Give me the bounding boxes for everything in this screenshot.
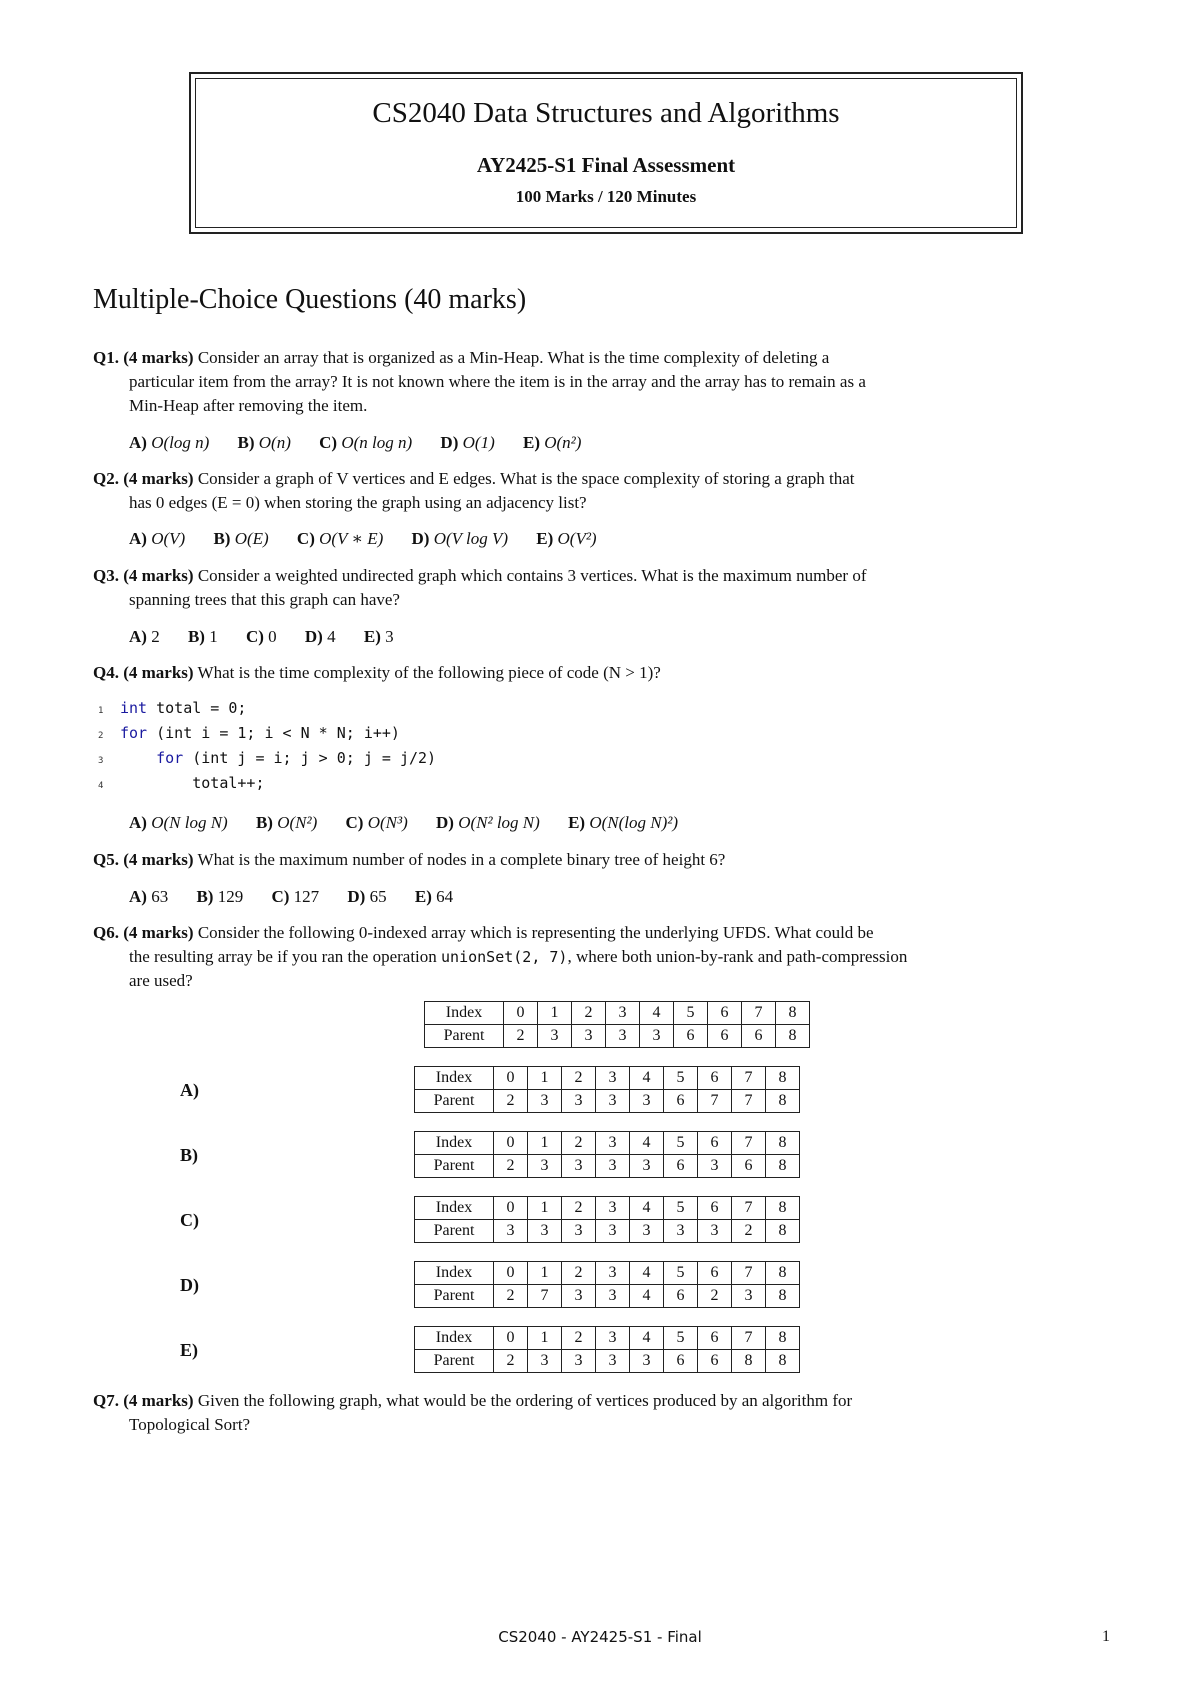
question-marks: (4 marks) bbox=[123, 850, 194, 869]
option-c[interactable] bbox=[319, 431, 412, 455]
option-a[interactable] bbox=[129, 431, 209, 455]
code-line: 3 for (int j = i; j > 0; j = j/2) bbox=[98, 749, 437, 767]
option-label: D) bbox=[304, 627, 323, 646]
option-value: 0 bbox=[268, 627, 277, 646]
question-text: Given the following graph, what would be the ordering of vertices produced by an algorithm for bbox=[197, 1391, 853, 1410]
question-text: are used? bbox=[129, 971, 193, 990]
question-text: What is the time complexity of the following piece of code (N > 1)? bbox=[197, 663, 661, 682]
option-value: O(V²) bbox=[557, 529, 597, 548]
option-value: O(N(log N)²) bbox=[589, 813, 678, 832]
option-value: 3 bbox=[385, 627, 394, 646]
option-b-table[interactable] bbox=[414, 1131, 800, 1178]
question-text: has 0 edges (E = 0) when storing the graph using an adjacency list? bbox=[129, 493, 587, 512]
option-a-label[interactable]: A) bbox=[180, 1080, 199, 1100]
code-line: 4 total++; bbox=[98, 774, 265, 792]
option-label: C) bbox=[271, 887, 290, 906]
option-label: D) bbox=[436, 813, 454, 832]
option-c[interactable] bbox=[271, 885, 319, 909]
option-value: O(log n) bbox=[151, 433, 210, 452]
option-label: B) bbox=[213, 529, 231, 548]
option-a[interactable] bbox=[129, 625, 160, 649]
option-label: D) bbox=[347, 887, 366, 906]
option-d-table[interactable] bbox=[414, 1261, 800, 1308]
option-label: D) bbox=[411, 529, 430, 548]
ufds-given-table bbox=[424, 1001, 810, 1048]
index-row: Index 0 1 2 3 4 5 6 7 8 bbox=[415, 1132, 800, 1155]
option-b[interactable] bbox=[196, 885, 243, 909]
option-label: B) bbox=[255, 813, 273, 832]
parent-row: Parent 2 7 3 3 4 6 2 3 8 bbox=[415, 1285, 800, 1308]
question-text: Consider an array that is organized as a Min-Heap. What is the time complexity of deleting a bbox=[197, 348, 830, 367]
option-label: E) bbox=[363, 627, 381, 646]
option-c[interactable] bbox=[346, 811, 408, 835]
option-label: E) bbox=[568, 813, 586, 832]
option-value: O(N log N) bbox=[151, 813, 228, 832]
question-marks: (4 marks) bbox=[123, 348, 194, 367]
row-header: Parent bbox=[425, 1025, 504, 1048]
parent-row: Parent 2 3 3 3 3 6 3 6 8 bbox=[415, 1155, 800, 1178]
option-label: C) bbox=[245, 627, 264, 646]
question-7 bbox=[93, 1389, 1116, 1437]
option-e[interactable] bbox=[568, 811, 678, 835]
option-e-label[interactable]: E) bbox=[180, 1340, 198, 1360]
option-d[interactable] bbox=[347, 885, 386, 909]
question-number: Q6. bbox=[93, 923, 119, 942]
option-a-table[interactable] bbox=[414, 1066, 800, 1113]
option-label: C) bbox=[319, 433, 338, 452]
option-value: O(N²) bbox=[277, 813, 318, 832]
option-value: 63 bbox=[151, 887, 169, 906]
option-c[interactable] bbox=[297, 527, 383, 551]
option-value: O(N³) bbox=[367, 813, 408, 832]
option-a[interactable] bbox=[129, 885, 168, 909]
question-text: Consider a graph of V vertices and E edges. What is the space complexity of storing a graph that bbox=[197, 469, 855, 488]
options-q1 bbox=[129, 431, 605, 455]
option-label: D) bbox=[440, 433, 459, 452]
option-b[interactable] bbox=[256, 811, 317, 835]
option-label: B) bbox=[196, 887, 214, 906]
options-q4 bbox=[129, 811, 702, 835]
marks-line: 100 Marks / 120 Minutes bbox=[515, 187, 697, 206]
option-label: E) bbox=[536, 529, 554, 548]
option-a[interactable] bbox=[129, 527, 185, 551]
option-value: O(V) bbox=[151, 529, 186, 548]
option-label: E) bbox=[414, 887, 432, 906]
index-row: Index 0 1 2 3 4 5 6 7 8 bbox=[415, 1067, 800, 1090]
question-marks: (4 marks) bbox=[123, 923, 194, 942]
option-label: C) bbox=[345, 813, 364, 832]
option-d-label[interactable]: D) bbox=[180, 1275, 199, 1295]
question-number: Q1. bbox=[93, 348, 119, 367]
option-label: A) bbox=[129, 627, 147, 646]
page-footer: CS2040 - AY2425-S1 - Final bbox=[498, 1628, 702, 1646]
question-text: Topological Sort? bbox=[129, 1415, 251, 1434]
question-5 bbox=[93, 848, 1116, 872]
option-e-table[interactable] bbox=[414, 1326, 800, 1373]
option-value: O(n²) bbox=[544, 433, 582, 452]
row-header: Index bbox=[425, 1002, 504, 1025]
question-6 bbox=[93, 921, 1116, 993]
parent-row: Parent 2 3 3 3 3 6 7 7 8 bbox=[415, 1090, 800, 1113]
option-c-label[interactable]: C) bbox=[180, 1210, 199, 1230]
option-c[interactable] bbox=[246, 625, 277, 649]
option-label: B) bbox=[187, 627, 205, 646]
option-value: O(V ∗ E) bbox=[319, 529, 384, 548]
option-e[interactable] bbox=[523, 431, 581, 455]
code-line: 2 for (int i = 1; i < N * N; i++) bbox=[98, 724, 400, 742]
option-label: E) bbox=[522, 433, 540, 452]
option-a[interactable] bbox=[129, 811, 228, 835]
option-label: A) bbox=[129, 433, 147, 452]
option-value: 129 bbox=[217, 887, 244, 906]
title-box-inner bbox=[195, 78, 1017, 228]
option-label: C) bbox=[296, 529, 315, 548]
question-number: Q4. bbox=[93, 663, 119, 682]
question-number: Q2. bbox=[93, 469, 119, 488]
question-text: Consider a weighted undirected graph which contains 3 vertices. What is the maximum number of bbox=[197, 566, 867, 585]
option-e[interactable] bbox=[536, 527, 596, 551]
option-value: 2 bbox=[151, 627, 160, 646]
question-number: Q7. bbox=[93, 1391, 119, 1410]
course-title: CS2040 Data Structures and Algorithms bbox=[372, 97, 840, 129]
question-3 bbox=[93, 564, 1116, 612]
code-line: 1 int total = 0; bbox=[98, 699, 247, 717]
index-row: Index 0 1 2 3 4 5 6 7 8 bbox=[415, 1327, 800, 1350]
question-text: particular item from the array? It is not known where the item is in the array and the array has to remain as a bbox=[129, 372, 866, 391]
parent-row: Parent 2 3 3 3 3 6 6 8 8 bbox=[415, 1350, 800, 1373]
option-value: O(N² log N) bbox=[458, 813, 540, 832]
option-d[interactable] bbox=[305, 625, 336, 649]
option-value: 4 bbox=[327, 627, 336, 646]
page-number: 1 bbox=[1102, 1628, 1110, 1645]
index-row: Index 0 1 2 3 4 5 6 7 8 bbox=[425, 1002, 810, 1025]
option-label: B) bbox=[237, 433, 255, 452]
question-number: Q3. bbox=[93, 566, 119, 585]
option-value: O(n log n) bbox=[341, 433, 413, 452]
section-heading: Multiple-Choice Questions (40 marks) bbox=[93, 284, 527, 315]
title-box bbox=[189, 72, 1023, 234]
index-row: Index 0 1 2 3 4 5 6 7 8 bbox=[415, 1262, 800, 1285]
option-label: A) bbox=[129, 887, 147, 906]
options-q5 bbox=[129, 885, 477, 909]
question-marks: (4 marks) bbox=[123, 1391, 194, 1410]
option-value: 1 bbox=[209, 627, 218, 646]
question-2 bbox=[93, 467, 1116, 515]
options-q3 bbox=[129, 625, 418, 649]
inline-code: unionSet(2, 7) bbox=[441, 948, 568, 966]
index-row: Index 0 1 2 3 4 5 6 7 8 bbox=[415, 1197, 800, 1220]
option-value: O(V log V) bbox=[433, 529, 508, 548]
option-value: O(1) bbox=[462, 433, 495, 452]
option-c-table[interactable] bbox=[414, 1196, 800, 1243]
option-b-label[interactable]: B) bbox=[180, 1145, 198, 1165]
options-q2 bbox=[129, 527, 621, 551]
parent-row: Parent 3 3 3 3 3 3 3 2 8 bbox=[415, 1220, 800, 1243]
option-e[interactable] bbox=[415, 885, 453, 909]
option-value: 127 bbox=[293, 887, 320, 906]
option-value: O(E) bbox=[234, 529, 269, 548]
question-text: Consider the following 0-indexed array which is representing the underlying UFDS. What could be bbox=[197, 923, 874, 942]
question-text: Min-Heap after removing the item. bbox=[129, 396, 368, 415]
option-label: A) bbox=[129, 813, 147, 832]
question-text: the resulting array be if you ran the operation bbox=[129, 947, 442, 966]
question-text: What is the maximum number of nodes in a complete binary tree of height 6? bbox=[197, 850, 726, 869]
parent-row: Parent 2 3 3 3 3 6 6 6 8 bbox=[425, 1025, 810, 1048]
question-4 bbox=[93, 661, 1116, 685]
option-b[interactable] bbox=[238, 431, 291, 455]
option-d[interactable] bbox=[436, 811, 540, 835]
option-b[interactable] bbox=[188, 625, 218, 649]
code-block bbox=[98, 697, 436, 797]
option-label: A) bbox=[129, 529, 147, 548]
option-value: 64 bbox=[436, 887, 454, 906]
option-b[interactable] bbox=[213, 527, 268, 551]
question-1 bbox=[93, 346, 1116, 418]
question-text: , where both union-by-rank and path-compression bbox=[567, 947, 908, 966]
question-number: Q5. bbox=[93, 850, 119, 869]
question-text-line2 bbox=[93, 945, 1116, 969]
question-marks: (4 marks) bbox=[123, 663, 194, 682]
option-d[interactable] bbox=[440, 431, 494, 455]
option-value: O(n) bbox=[258, 433, 291, 452]
question-marks: (4 marks) bbox=[123, 566, 194, 585]
exam-title: AY2425-S1 Final Assessment bbox=[476, 153, 736, 177]
question-text: spanning trees that this graph can have? bbox=[129, 590, 400, 609]
option-d[interactable] bbox=[412, 527, 509, 551]
option-e[interactable] bbox=[364, 625, 394, 649]
question-marks: (4 marks) bbox=[123, 469, 194, 488]
option-value: 65 bbox=[369, 887, 387, 906]
